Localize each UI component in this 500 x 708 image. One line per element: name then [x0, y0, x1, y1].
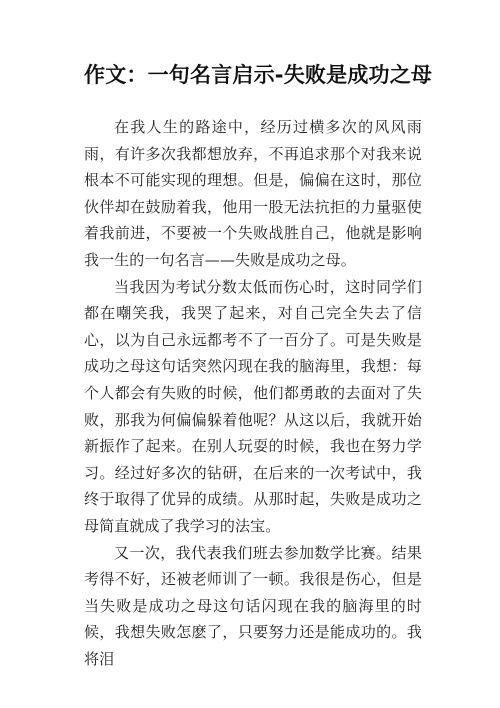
document-title: 作文：一句名言启示-失败是成功之母 [84, 63, 433, 87]
document-body [84, 114, 422, 672]
paragraph-1: 在我人生的路途中，经历过横多次的风风雨雨，有许多次我都想放弃，不再追求那个对我来说根本不可能实现的理想。但是，偏偏在这时，那位伙伴却在鼓励着我，他用一股无法抗拒的力量驱使着我前进，不要被一个失败战胜自己，他就是影响我一生的一句名言——失败是成功之母。 [84, 118, 422, 269]
paragraph-3: 又一次，我代表我们班去参加数学比赛。结果考得不好，还被老师训了一顿。我很是伤心，但是当失败是成功之母这句话闪现在我的脑海里的时候，我想失败怎麽了，只要努力还是能成功的。我将泪 [84, 543, 422, 668]
paragraph-2: 当我因为考试分数太低而伤心时，这时同学们都在嘲笑我，我哭了起来，对自己完全失去了信心，以为自己永远都考不了一百分了。可是失败是成功之母这句话突然闪现在我的脑海里，我想：每个人都会有失败的时候，他们都勇敢的去面对了失败，那我为何偏偏躲着他呢？从这以后，我就开始新振作了起来。在别人玩耍的时候，我也在努力学习。经过好多次的钻研，在后来的一次考试中，我终于取得了优异的成绩。从那时起，失败是成功之母简直就成了我学习的法宝。 [84, 277, 422, 535]
